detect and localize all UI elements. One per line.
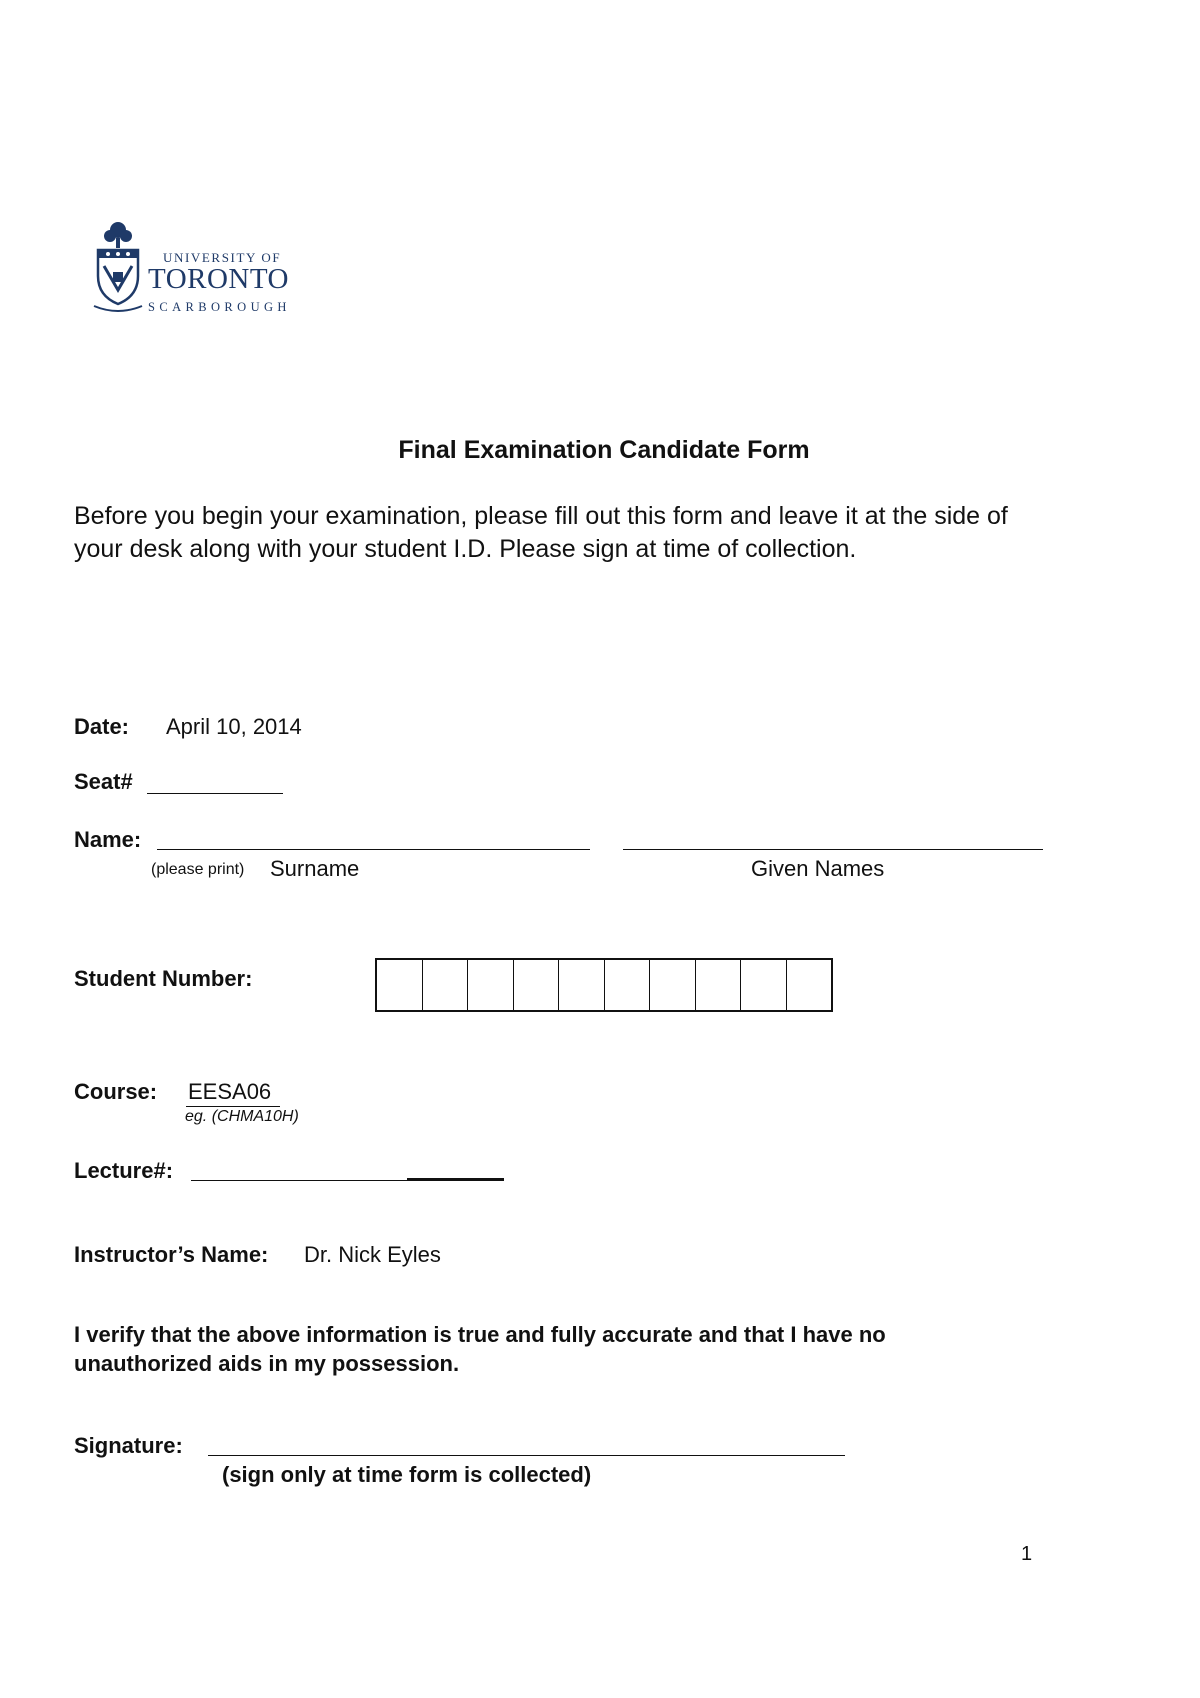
- seat-field[interactable]: [147, 793, 283, 794]
- student-number-boxes[interactable]: [375, 958, 833, 1012]
- student-number-label: Student Number:: [74, 966, 253, 991]
- course-value: EESA06: [188, 1079, 272, 1104]
- course-underline: [186, 1106, 280, 1107]
- given-names-caption: Given Names: [751, 856, 885, 881]
- course-example: eg. (CHMA10H): [185, 1108, 299, 1125]
- lecture-label: Lecture#:: [74, 1158, 174, 1183]
- surname-field[interactable]: [157, 849, 590, 850]
- student-number-digit[interactable]: [468, 960, 514, 1010]
- page-number: 1: [1021, 1543, 1033, 1565]
- intro-paragraph: Before you begin your examination, please fill out this form and leave it at the side of your desk along with your student I.D. Please sign at time of collection.: [74, 502, 1008, 563]
- lecture-field-bold: [407, 1178, 504, 1181]
- form-title: Final Examination Candidate Form: [398, 436, 810, 464]
- seat-label: Seat#: [74, 769, 133, 794]
- instructor-label: Instructor’s Name:: [74, 1242, 269, 1267]
- student-number-digit[interactable]: [696, 960, 742, 1010]
- surname-caption: Surname: [270, 856, 360, 881]
- please-print-hint: (please print): [151, 861, 245, 878]
- student-number-digit[interactable]: [741, 960, 787, 1010]
- logo-scarborough: SCARBOROUGH: [148, 300, 291, 314]
- student-number-digit[interactable]: [377, 960, 423, 1010]
- student-number-digit[interactable]: [650, 960, 696, 1010]
- lecture-field[interactable]: [191, 1180, 407, 1181]
- student-number-digit[interactable]: [787, 960, 832, 1010]
- given-names-field[interactable]: [623, 849, 1043, 850]
- logo-toronto: TORONTO: [148, 263, 289, 295]
- course-label: Course:: [74, 1079, 158, 1104]
- name-label: Name:: [74, 827, 142, 852]
- signature-field[interactable]: [208, 1455, 845, 1456]
- student-number-digit[interactable]: [423, 960, 469, 1010]
- student-number-digit[interactable]: [514, 960, 560, 1010]
- verification-statement: I verify that the above information is true and fully accurate and that I have no unauthorized aids in my possession.: [74, 1322, 886, 1376]
- date-value: April 10, 2014: [166, 714, 302, 739]
- instructor-value: Dr. Nick Eyles: [304, 1242, 441, 1267]
- signature-label: Signature:: [74, 1433, 183, 1458]
- student-number-digit[interactable]: [559, 960, 605, 1010]
- date-label: Date:: [74, 714, 130, 739]
- logo-university-of: UNIVERSITY OF: [163, 250, 282, 265]
- university-crest-icon: [92, 220, 144, 316]
- student-number-digit[interactable]: [605, 960, 651, 1010]
- signature-note: (sign only at time form is collected): [222, 1462, 592, 1487]
